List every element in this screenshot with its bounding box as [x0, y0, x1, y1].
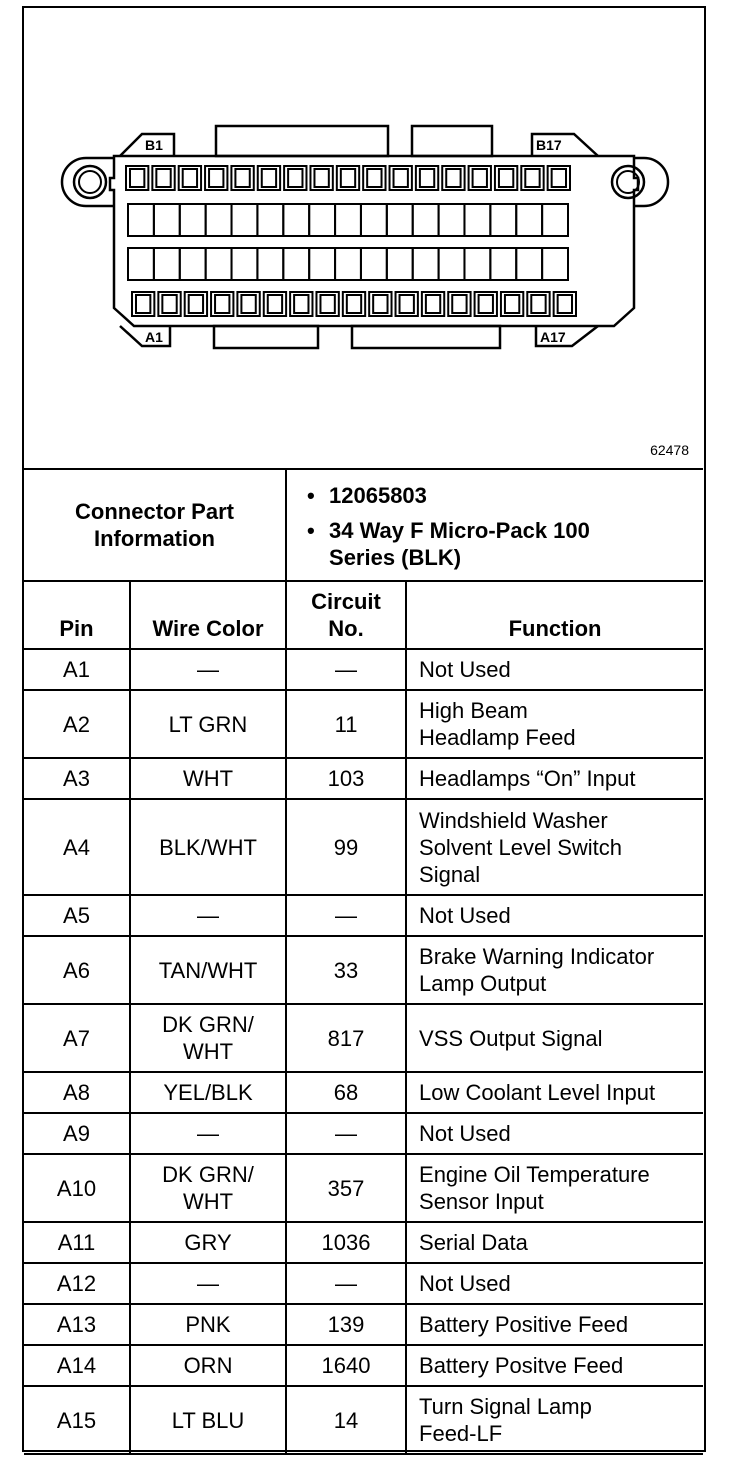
- upper-large-cavity: [283, 204, 309, 236]
- header-circuit-line1: Circuit: [311, 589, 381, 614]
- upper-large-cavity: [154, 204, 180, 236]
- function-cell: Battery Positve Feed: [406, 1345, 703, 1386]
- pin-row: [24, 1345, 703, 1386]
- a-row-cavity-inner: [505, 295, 519, 313]
- pin-row: [24, 1113, 703, 1154]
- pin-row: [24, 895, 703, 936]
- connector-description: [329, 517, 695, 571]
- pin-row: [24, 1222, 703, 1263]
- connector-label-line2: Information: [94, 526, 215, 551]
- a-row-cavity-inner: [558, 295, 572, 313]
- pin-cavities: [126, 166, 576, 316]
- header-circuit-no: [286, 581, 406, 649]
- pin-cell: A2: [24, 690, 130, 758]
- pin-cell: A11: [24, 1222, 130, 1263]
- lower-large-cavity: [154, 248, 180, 280]
- pin-cell: A10: [24, 1154, 130, 1222]
- circuit-cell: 1036: [286, 1222, 406, 1263]
- label-a17: A17: [540, 329, 566, 345]
- wire-color-cell: —: [130, 1113, 286, 1154]
- connector-drawing: [24, 8, 703, 468]
- a-row-cavity-inner: [426, 295, 440, 313]
- upper-large-cavity: [335, 204, 361, 236]
- pin-row: [24, 1263, 703, 1304]
- upper-large-cavity: [128, 204, 154, 236]
- function-cell: Low Coolant Level Input: [406, 1072, 703, 1113]
- top-latch-left: [216, 126, 388, 156]
- connector-info-row: [24, 470, 703, 581]
- header-function: Function: [406, 581, 703, 649]
- upper-large-cavity: [206, 204, 232, 236]
- upper-large-cavity: [516, 204, 542, 236]
- header-wire-color: Wire Color: [130, 581, 286, 649]
- function-cell: Not Used: [406, 649, 703, 690]
- b-row-cavity-inner: [446, 169, 460, 187]
- b-row-cavity-inner: [288, 169, 302, 187]
- pin-cell: A15: [24, 1386, 130, 1454]
- pin-row: [24, 1304, 703, 1345]
- circuit-cell: 103: [286, 758, 406, 799]
- lower-large-cavity: [232, 248, 258, 280]
- upper-large-cavity: [257, 204, 283, 236]
- drawing-number: 62478: [650, 442, 689, 458]
- pin-row: [24, 936, 703, 1004]
- circuit-cell: 33: [286, 936, 406, 1004]
- wire-color-cell: DK GRN/ WHT: [130, 1154, 286, 1222]
- wire-color-cell: WHT: [130, 758, 286, 799]
- wire-color-cell: DK GRN/ WHT: [130, 1004, 286, 1072]
- wire-color-cell: TAN/WHT: [130, 936, 286, 1004]
- lower-large-cavity: [309, 248, 335, 280]
- circuit-cell: —: [286, 649, 406, 690]
- header-pin: Pin: [24, 581, 130, 649]
- upper-large-cavity: [232, 204, 258, 236]
- wire-color-cell: —: [130, 895, 286, 936]
- pin-rows: [24, 649, 703, 1454]
- b-row-cavity-inner: [394, 169, 408, 187]
- upper-large-cavity: [439, 204, 465, 236]
- connector-document: [22, 6, 706, 1452]
- pin-cell: A3: [24, 758, 130, 799]
- upper-large-cavity: [309, 204, 335, 236]
- wire-color-cell: BLK/WHT: [130, 799, 286, 895]
- pin-cell: A4: [24, 799, 130, 895]
- part-number: • 12065803: [329, 482, 695, 509]
- circuit-cell: 99: [286, 799, 406, 895]
- connector-label-line1: Connector Part: [75, 499, 234, 524]
- top-latch-right: [412, 126, 492, 156]
- pin-row: [24, 799, 703, 895]
- pin-row: [24, 1154, 703, 1222]
- header-circuit-line2: No.: [328, 616, 364, 641]
- b-row-cavity-inner: [183, 169, 197, 187]
- function-cell: Serial Data: [406, 1222, 703, 1263]
- pin-cell: A6: [24, 936, 130, 1004]
- b-row-cavity-inner: [420, 169, 434, 187]
- pin-cell: A12: [24, 1263, 130, 1304]
- b-row-cavity-inner: [341, 169, 355, 187]
- pin-row: [24, 649, 703, 690]
- lower-large-cavity: [283, 248, 309, 280]
- b-row-cavity-inner: [473, 169, 487, 187]
- a-row-cavity-inner: [294, 295, 308, 313]
- a-row-cavity-inner: [452, 295, 466, 313]
- upper-large-cavity: [361, 204, 387, 236]
- b-row-cavity-inner: [235, 169, 249, 187]
- lower-large-cavity: [361, 248, 387, 280]
- lower-large-cavity: [387, 248, 413, 280]
- pin-cell: A5: [24, 895, 130, 936]
- wire-color-cell: LT GRN: [130, 690, 286, 758]
- circuit-cell: 11: [286, 690, 406, 758]
- a-row-cavity-inner: [531, 295, 545, 313]
- circuit-cell: 14: [286, 1386, 406, 1454]
- pin-cell: A13: [24, 1304, 130, 1345]
- wire-color-cell: LT BLU: [130, 1386, 286, 1454]
- function-cell: Not Used: [406, 895, 703, 936]
- lower-large-cavity: [206, 248, 232, 280]
- a-row-cavity-inner: [400, 295, 414, 313]
- upper-large-cavity: [180, 204, 206, 236]
- function-cell: Windshield Washer Solvent Level Switch Signal: [406, 799, 703, 895]
- b-row-cavity-inner: [156, 169, 170, 187]
- upper-large-cavity: [413, 204, 439, 236]
- a-row-cavity-inner: [241, 295, 255, 313]
- upper-large-cavity: [464, 204, 490, 236]
- upper-large-cavity: [387, 204, 413, 236]
- wire-color-cell: ORN: [130, 1345, 286, 1386]
- lower-large-cavity: [516, 248, 542, 280]
- b-row-cavity-inner: [209, 169, 223, 187]
- connector-face-diagram: [24, 8, 703, 470]
- lower-large-cavity: [180, 248, 206, 280]
- description-line1: • 34 Way F Micro-Pack 100: [329, 518, 590, 543]
- circuit-cell: —: [286, 1263, 406, 1304]
- circuit-cell: 817: [286, 1004, 406, 1072]
- connector-part-label: [24, 470, 286, 581]
- connector-part-details: [286, 470, 703, 581]
- wire-color-cell: —: [130, 649, 286, 690]
- lower-large-cavity: [257, 248, 283, 280]
- wire-color-cell: GRY: [130, 1222, 286, 1263]
- circuit-cell: 1640: [286, 1345, 406, 1386]
- pin-row: [24, 1386, 703, 1454]
- wire-color-cell: YEL/BLK: [130, 1072, 286, 1113]
- function-cell: Turn Signal Lamp Feed-LF: [406, 1386, 703, 1454]
- lower-large-cavity: [413, 248, 439, 280]
- circuit-cell: —: [286, 895, 406, 936]
- pin-row: [24, 758, 703, 799]
- left-mount-hole-inner: [79, 171, 101, 193]
- wire-color-cell: PNK: [130, 1304, 286, 1345]
- circuit-cell: 139: [286, 1304, 406, 1345]
- a-row-cavity-inner: [347, 295, 361, 313]
- a-row-cavity-inner: [189, 295, 203, 313]
- a-row-cavity-inner: [320, 295, 334, 313]
- bottom-latch-left: [214, 326, 318, 348]
- circuit-cell: 357: [286, 1154, 406, 1222]
- a-row-cavity-inner: [479, 295, 493, 313]
- description-line2: Series (BLK): [329, 545, 462, 570]
- wire-color-cell: —: [130, 1263, 286, 1304]
- lower-large-cavity: [439, 248, 465, 280]
- lower-large-cavity: [542, 248, 568, 280]
- label-b17: B17: [536, 137, 562, 153]
- b-row-cavity-inner: [367, 169, 381, 187]
- function-cell: Engine Oil Temperature Sensor Input: [406, 1154, 703, 1222]
- b-row-cavity-inner: [262, 169, 276, 187]
- pin-row: [24, 690, 703, 758]
- a-row-cavity-inner: [215, 295, 229, 313]
- lower-large-cavity: [464, 248, 490, 280]
- label-a1: A1: [145, 329, 163, 345]
- function-cell: VSS Output Signal: [406, 1004, 703, 1072]
- function-cell: Battery Positive Feed: [406, 1304, 703, 1345]
- function-cell: High Beam Headlamp Feed: [406, 690, 703, 758]
- function-cell: Not Used: [406, 1113, 703, 1154]
- pin-row: [24, 1072, 703, 1113]
- b-row-cavity-inner: [130, 169, 144, 187]
- column-header-row: [24, 581, 703, 649]
- pin-row: [24, 1004, 703, 1072]
- a-row-cavity-inner: [373, 295, 387, 313]
- function-cell: Headlamps “On” Input: [406, 758, 703, 799]
- b-row-cavity-inner: [499, 169, 513, 187]
- pin-cell: A1: [24, 649, 130, 690]
- function-cell: Brake Warning Indicator Lamp Output: [406, 936, 703, 1004]
- pin-cell: A9: [24, 1113, 130, 1154]
- right-mount-hole-inner: [617, 171, 639, 193]
- lower-large-cavity: [128, 248, 154, 280]
- circuit-cell: —: [286, 1113, 406, 1154]
- pin-cell: A7: [24, 1004, 130, 1072]
- a-row-cavity-inner: [162, 295, 176, 313]
- bottom-latch-right: [352, 326, 500, 348]
- pin-cell: A14: [24, 1345, 130, 1386]
- lower-large-cavity: [490, 248, 516, 280]
- a-row-cavity-inner: [268, 295, 282, 313]
- label-b1: B1: [145, 137, 163, 153]
- upper-large-cavity: [490, 204, 516, 236]
- upper-large-cavity: [542, 204, 568, 236]
- b-row-cavity-inner: [552, 169, 566, 187]
- circuit-cell: 68: [286, 1072, 406, 1113]
- lower-large-cavity: [335, 248, 361, 280]
- b-row-cavity-inner: [314, 169, 328, 187]
- function-cell: Not Used: [406, 1263, 703, 1304]
- connector-pinout-table: [24, 470, 703, 1455]
- a-row-cavity-inner: [136, 295, 150, 313]
- b-row-cavity-inner: [525, 169, 539, 187]
- pin-cell: A8: [24, 1072, 130, 1113]
